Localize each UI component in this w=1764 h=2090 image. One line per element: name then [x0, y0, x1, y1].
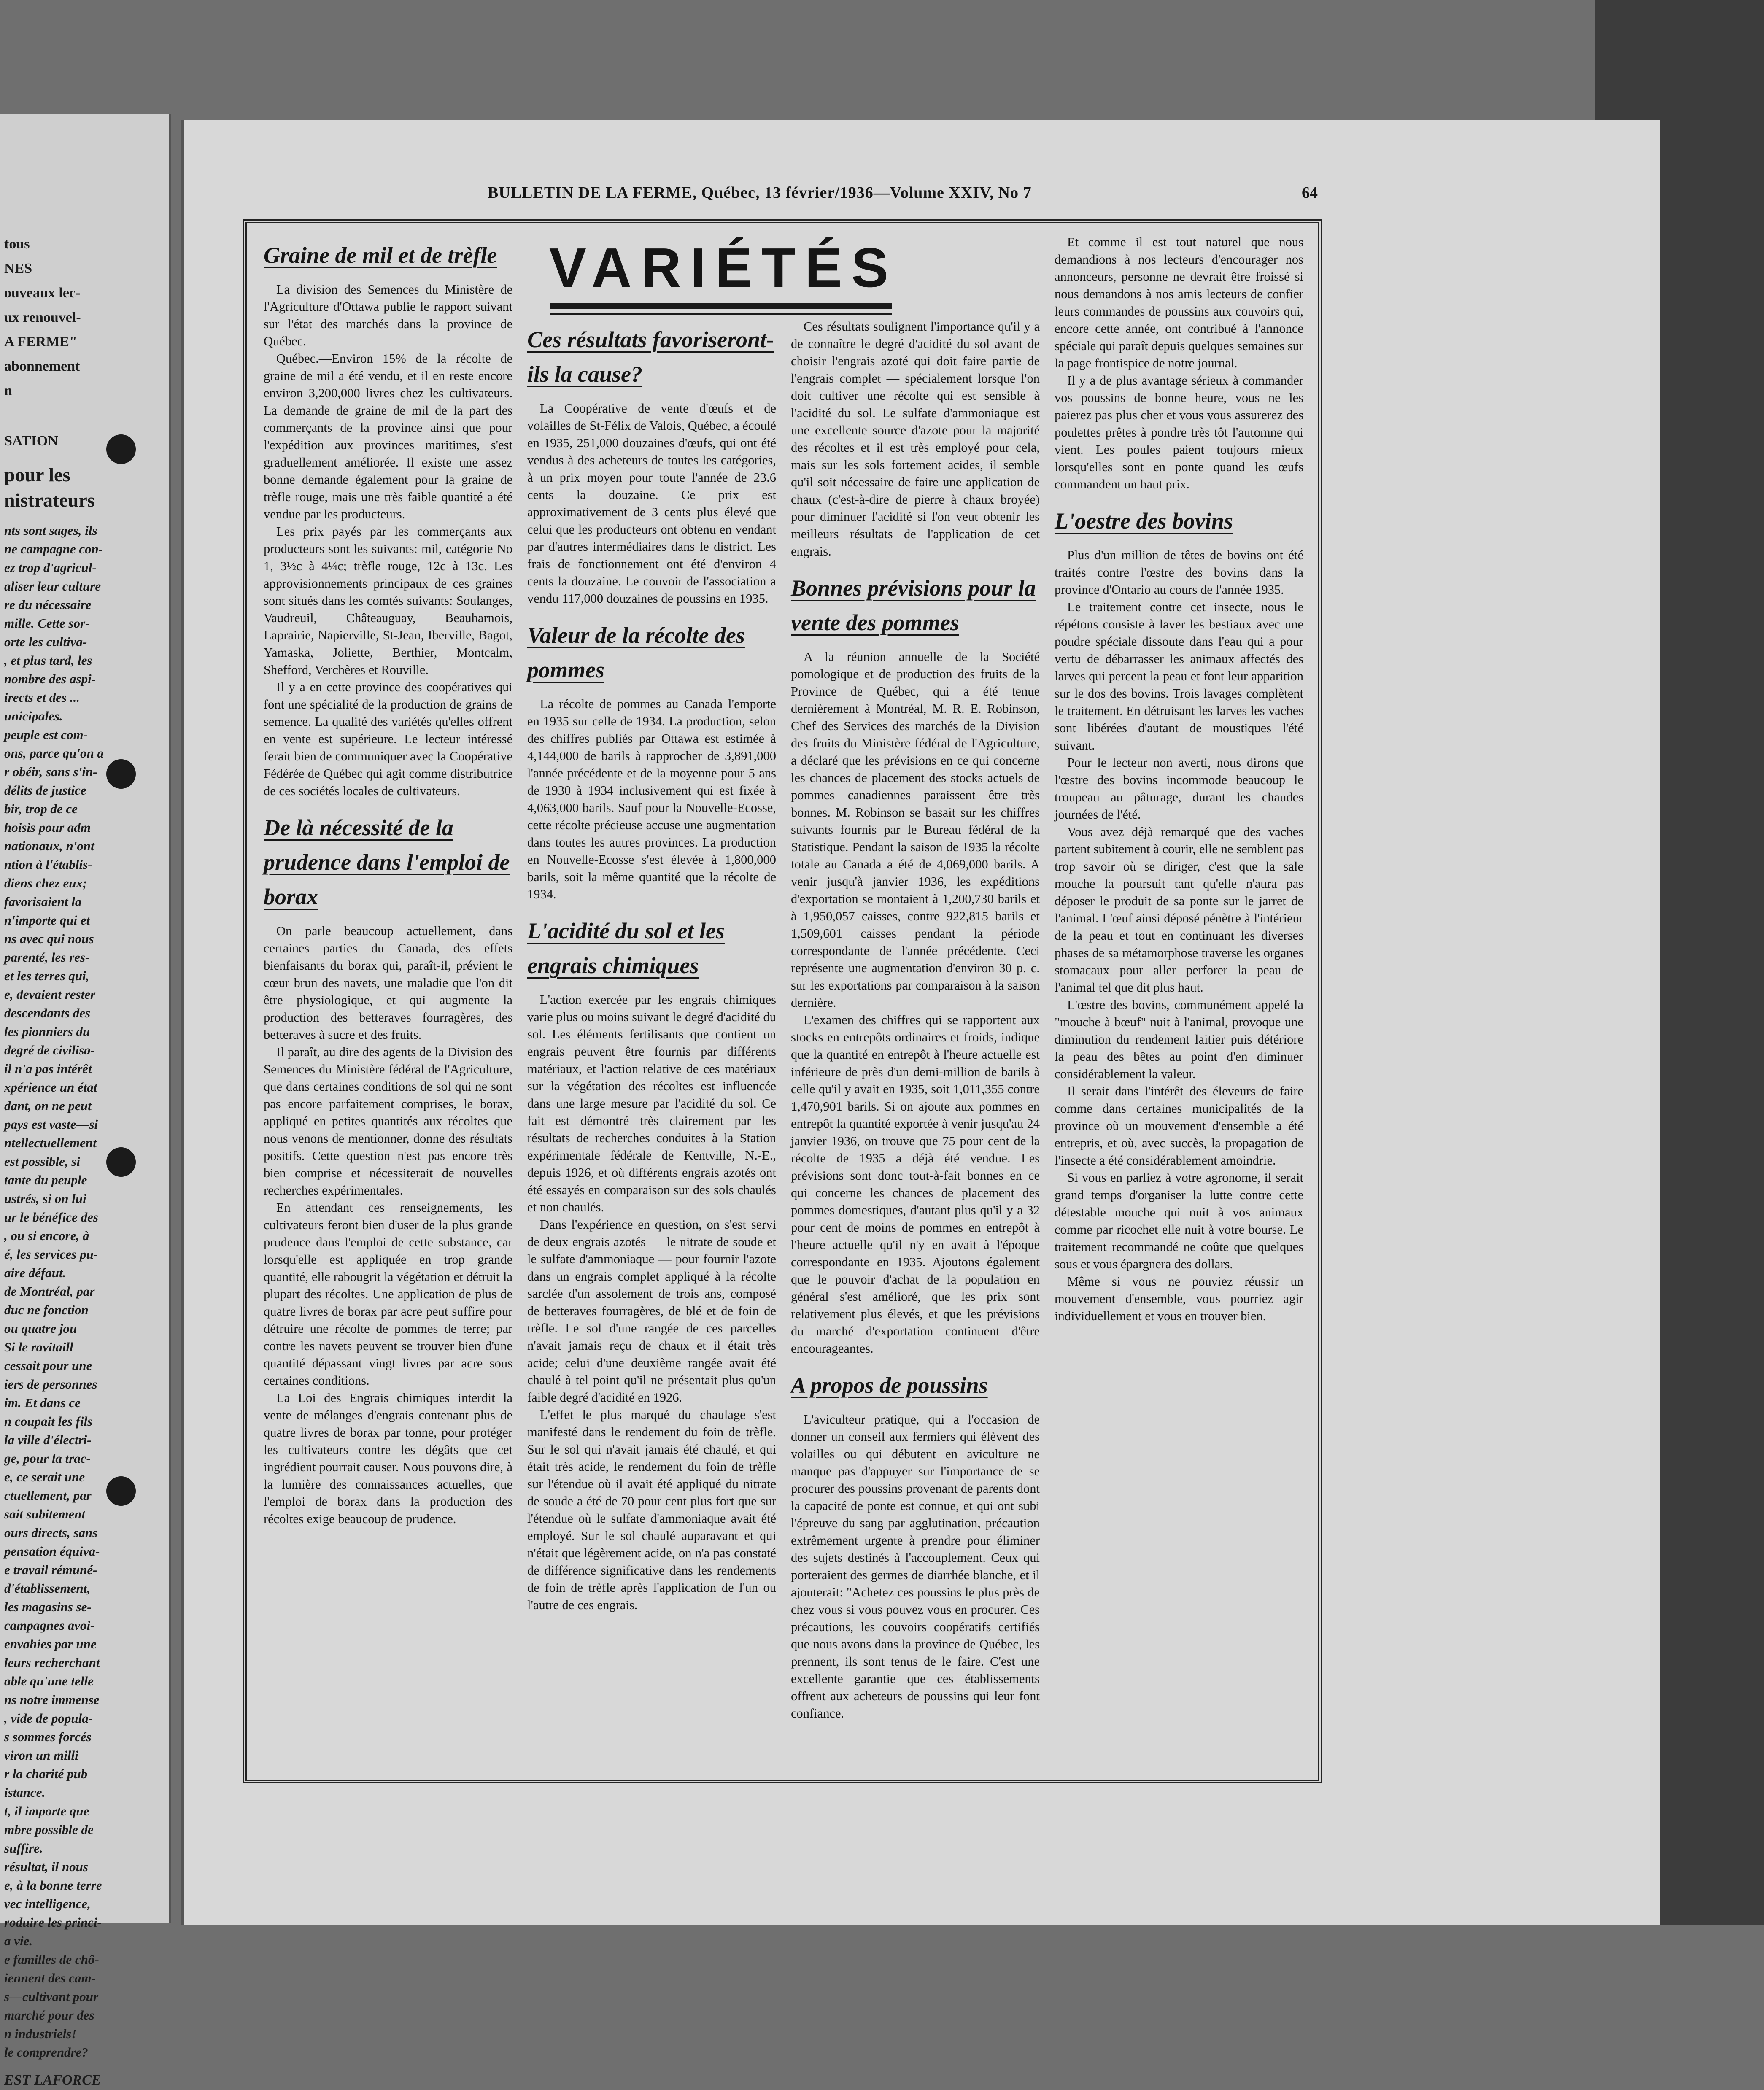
paragraph: La Loi des Engrais chimiques interdit la vente de mélanges d'engrais contenant plus de quatre livres de borax par tonne, pour protéger les cultivateurs contre les dégâts que cet ingrédient pourrait causer. Nous pouvons dire, à la lumière des connaissances actuelles, que l'emploi de borax dans la production des récoltes exige beaucoup de prudence. — [264, 1391, 512, 1526]
paragraph: L'œstre des bovins, communément appelé la "mouche à bœuf" nuit à l'animal, provoque une diminution du rendement laitier puis détériore la peau des bêtes au point d'en diminuer considérablement la valeur. — [1055, 998, 1303, 1081]
paragraph: Québec.—Environ 15% de la récolte de graine de mil a été vendu, et il en reste encore environ 3,200,000 livres chez les cultivateurs. La demande de graine de mil de la part des commerçants de la province ainsi que pour l'expédition aux provinces maritimes, s'est graduellement améliorée. Il existe une assez bonne demande également pour la graine de trèfle rouge, mais une très faible quantité a été vendue par les producteurs. — [264, 351, 512, 521]
article-title-resultats: Ces résultats favoriseront-ils la cause? — [527, 327, 774, 387]
previous-page-signature: EST LAFORCE — [4, 2072, 101, 2088]
paragraph: L'action exercée par les engrais chimiques varie plus ou moins suivant le degré d'acidité du sol. Les éléments fertilisants que contient un engrais peuvent être fournis par différents matériaux, et l'action relative de ces matériaux sur la végétation des récoltes est influencée dans une large mesure par l'acidité du sol. Ce fait est démontré très clairement par les résultats de recherches conduites à la Station expérimentale fédérale de Kentville, N.-E., depuis 1926, et où différents engrais azotés ont été essayés en comparaison sur des sols chaulés et non chaulés. — [527, 992, 776, 1214]
previous-page-fragment — [0, 114, 171, 2088]
paragraph: Pour le lecteur non averti, nous dirons que l'œstre des bovins incommode beaucoup le troupeau au pâturage, durant les chaudes journées de l'été. — [1055, 755, 1303, 822]
column-4 — [1055, 234, 1303, 1325]
paragraph: On parle beaucoup actuellement, dans certaines parties du Canada, des effets bienfaisants du borax qui, paraît-il, prévient le cœur brun des navets, une maladie que l'on dit être physiologique, et qui augmente la production des betteraves fourragères, des betteraves à sucre et des fruits. — [264, 924, 512, 1042]
binder-hole — [106, 759, 136, 789]
article-title-poussins: A propos de poussins — [791, 1373, 988, 1398]
page-header: BULLETIN DE LA FERME, Québec, 13 février/1936—Volume XXIV, No 7 — [488, 184, 1032, 202]
paragraph: A la réunion annuelle de la Société pomologique et de production des fruits de la Province de Québec, qui a été tenue dernièrement à Montréal, M. R. E. Robinson, Chef des Services des marchés de la Division des fruits du Ministère fédéral de l'Agriculture, a déclaré que les prévisions en ce qui concerne les chances de placement des stocks actuels de pommes canadiennes paraissent être très bonnes. M. Robinson se basait sur les chiffres suivants fournis par le Bureau fédéral de la Statistique. Pendant la saison de 1935 la récolte totale au Canada a été de 4,069,000 barils. A venir jusqu'à janvier 1936, les expéditions d'exportation se montaient à 1,200,730 barils et à 1,950,057 caisses, contre 922,815 barils et 1,509,601 caisses pendant la période correspondante de l'année précédente. Ceci représente une augmentation d'environ 30 p. c. sur les exportations par comparaison à la saison dernière. — [791, 650, 1040, 1010]
article-frame — [243, 219, 1322, 1783]
section-title: VARIÉTÉS — [549, 237, 898, 299]
previous-page-top-text: tous NES ouveaux lec- ux renouvel- A FERME" abonnement n — [4, 236, 81, 399]
title-rule — [550, 303, 892, 309]
article-title-borax: De là nécessité de la prudence dans l'emploi de borax — [264, 815, 510, 909]
paragraph: Il serait dans l'intérêt des éleveurs de faire comme dans certaines municipalités de la province où un mouvement d'ensemble a été entrepris, et où, avec succès, la propagation de l'insecte a été considérablement amoindrie. — [1055, 1084, 1303, 1168]
paragraph: L'effet le plus marqué du chaulage s'est manifesté dans le rendement du foin de trèfle. Sur le sol qui n'avait jamais été chaulé, et qui était très acide, le rendement du foin de trèfle sur l'étendue où il avait été appliqué du nitrate de soude a été de 70 pour cent plus fort que sur l'étendue où le sulfate d'ammoniaque avait été employé. Sur le sol chaulé auparavant et qui n'était que légèrement acide, on n'a pas constaté de différence significative dans les rendements de foin de trèfle après l'application de l'un ou l'autre de ces engrais. — [527, 1408, 776, 1612]
title-rule — [550, 313, 892, 315]
column-3 — [791, 318, 1040, 1722]
article-title-bonnes: Bonnes prévisions pour la vente des pommes — [791, 575, 1036, 635]
paragraph: Plus d'un million de têtes de bovins ont été traités contre l'œstre des bovins dans la province d'Ontario au cours de l'année 1935. — [1055, 548, 1303, 597]
paragraph: Si vous en parliez à votre agronome, il serait grand temps d'organiser la lutte contre cette détestable mouche qui nuit à vos animaux comme par ricochet elle nuit à votre bourse. Le traitement recommandé ne coûte que quelques sous et vous épargnera des dollars. — [1055, 1170, 1303, 1271]
previous-page-section-label: SATION — [4, 433, 58, 449]
binder-hole — [106, 434, 136, 464]
paragraph: Vous avez déjà remarqué que des vaches partent subitement à courir, elle ne semblent pas trop savoir où se diriger, c'est que la sale mouche la poursuit tant qu'elle n'aura pas déposer le produit de sa ponte sur le jarret de l'animal. L'œuf ainsi déposé pénètre à l'intérieur de la peau et tout en continuant les diverses phases de sa métamorphose traverse les organes stomacaux pour aller perforer la peau de l'animal tel que dit plus haut. — [1055, 825, 1303, 995]
paragraph: La division des Semences du Ministère de l'Agriculture d'Ottawa publie le rapport suivant sur l'état des marchés dans la province de Québec. — [264, 282, 512, 348]
paragraph: Dans l'expérience en question, on s'est servi de deux engrais azotés — le nitrate de soude et le sulfate d'ammoniaque — pour fournir l'azote dans un engrais complet appliqué à la récolte sarclée d'un assolement de trois ans, composé de betteraves fourragères, de blé et de foin de trèfle. Le sol d'une rangée de ces parcelles n'avait jamais reçu de chaux et il était très acide; celui d'une deuxième rangée avait été chaulé à tel point qu'il ne présentait plus qu'un faible degré d'acidité en 1926. — [527, 1217, 776, 1405]
article-title-acidite: L'acidité du sol et les engrais chimiques — [527, 918, 725, 978]
paragraph: L'examen des chiffres qui se rapportent aux stocks en entrepôts ordinaires et froids, indique que la quantité en entrepôt à l'heure actuelle est inférieure de près d'un demi-million de barils à celle qu'il y avait en 1935, soit 1,011,355 contre 1,470,901 barils. Si on ajoute aux pommes en entrepôt la quantité exportée à venir jusqu'au 24 janvier 1936, on trouve que 75 pour cent de la récolte de 1935 a déjà été vendue. Les prévisions sont donc tout-à-fait bonnes en ce qui concerne les chances de placement des pommes domestiques, d'autant plus qu'il y a 32 pour cent de moins de pommes en entrepôt à l'heure actuelle qu'il n'y en avait à l'époque correspondante en 1935. Ajoutons également que le pouvoir d'achat de la population en général s'est amélioré, que les prix sont relativement plus élevés, et que les prévisions du marché d'exportation continuent d'être encourageantes. — [791, 1013, 1040, 1356]
paragraph: Il paraît, au dire des agents de la Division des Semences du Ministère fédéral de l'Agriculture, que dans certaines conditions de sol qui ne sont pas encore parfaitement comprises, le borax, appliqué en petites quantités aux récoltes que nous venons de mentionner, donne des résultats positifs. Cette question n'est pas encore très bien comprise et nécessiterait de nouvelles recherches expérimentales. — [264, 1045, 512, 1197]
previous-page-body: nts sont sages, ils ne campagne con- ez trop d'agricul- aliser leur culture re du nécessaire mille. Cette sor- orte les cultiva- , et plus tard, les nombre des aspi- irects et des ... unicipales. peuple est com- ons, parce qu'on a r obéir, sans s'in- délits de justice bir, trop de ce hoisis pour adm nationaux, n'ont ntion à l'établis- diens chez eux; favorisaient la n'importe qui et ns avec qui nous parenté, les res- et les terres qui, e, devaient rester descendants des les pionniers du degré de civilisa- il n'a pas intérêt xpérience un état dant, on ne peut pays est vaste—si ntellectuellement est possible, si tante du peuple ustrés, si on lui ur le bénéfice des , ou si encore, à é, les services pu- aire défaut. de Montréal, par duc ne fonction ou quatre jou Si le ravitaill cessait pour une iers de personnes im. Et dans ce n coupait les fils la ville d'électri- ge, pour la trac- e, ce serait une ctuellement, par sait subitement ours directs, sans pensation équiva- e travail rémuné- d'établissement, les magasins se- campagnes avoi- envahies par une leurs recherchant able qu'une telle ns notre immense , vide de popula- s sommes forcés viron un milli r la charité pub istance. t, il importe que mbre possible de suffire. résultat, il nous e, à la bonne terre vec intelligence, roduire les princi- a vie. e familles de chô- iennent des cam- s—cultivant pour marché pour des n industriels! le comprendre? — [4, 523, 104, 2060]
binder-hole — [106, 1476, 136, 1506]
paragraph: Il y a en cette province des coopératives qui font une spécialité de la production de grains de semence. La qualité des variétés qu'elles offrent en vente est supérieure. Le lecteur intéressé ferait bien de communiquer avec la Coopérative Fédérée de Québec qui agit comme distributrice de ces sociétés locales de cultivateurs. — [264, 680, 512, 798]
paragraph: La Coopérative de vente d'œufs et de volailles de St-Félix de Valois, Québec, a écoulé en 1935, 251,000 douzaines d'œufs, qui ont été vendus à des acheteurs de toutes les catégories, à un prix moyen pour toute l'année de 23.6 cents la douzaine. Ce prix est approximativement de 3 cents plus élevé que celui que les producteurs ont obtenu en vendant par d'autres intermédiaires dans le district. Les frais de fonctionnement ont été d'environ 4 cents la douzaine. Le couvoir de l'association a vendu 117,000 douzaines de poussins en 1935. — [527, 401, 776, 606]
paragraph: En attendant ces renseignements, les cultivateurs feront bien d'user de la plus grande prudence dans l'emploi de cette substance, car lorsqu'elle est appliquée en trop grande quantité, elle rabougrit la végétation et détruit la plupart des récoltes. Une application de plus de quatre livres de borax par acre peut suffire pour détruire une récolte de pommes de terre; par contre les navets peuvent se trouver bien d'une quantité dépassant vingt livres par acre sous certaines conditions. — [264, 1200, 512, 1388]
previous-page-heading: pour les nistrateurs — [4, 464, 95, 511]
paragraph: Ces résultats soulignent l'importance qu'il y a de connaître le degré d'acidité du sol avant de choisir l'engrais azoté qui doit faire partie de l'engrais complet — spécialement lorsque l'on doit cultiver une récolte qui est sensible à l'acidité du sol. Le sulfate d'ammoniaque est une excellente source d'azote pour la majorité des récoltes et il est très employé pour cela, mais sur les sols fortement acides, il semble qu'il soit nécessaire de faire une application de chaux (c'est-à-dire de pierre à chaux broyée) pour diminuer l'acidité si l'on veut obtenir les meilleurs résultats de l'application de cet engrais. — [791, 319, 1040, 558]
article-title-oestre: L'oestre des bovins — [1055, 508, 1233, 534]
newspaper-page — [181, 120, 1660, 1925]
paragraph: La récolte de pommes au Canada l'emporte en 1935 sur celle de 1934. La production, selon des chiffres publiés par Ottawa est estimée à 4,144,000 de barils à rapprocher de 3,891,000 l'année précédente et de la moyenne pour 5 ans de 1930 à 1934 inclusivement qui est fixée à 4,063,000 barils. Sauf pour la Nouvelle-Ecosse, cette récolte précieuse accuse une augmentation dans toutes les autres provinces. La production en Nouvelle-Ecosse s'est élevée à 1,800,000 barils, soit la même quantité que la récolte de 1934. — [527, 697, 776, 901]
column-1 — [264, 234, 512, 1528]
page-number: 64 — [1302, 184, 1318, 202]
article-title-graine: Graine de mil et de trèfle — [264, 243, 497, 268]
article-title-valeur: Valeur de la récolte des pommes — [527, 623, 745, 682]
binder-hole — [106, 1147, 136, 1177]
paragraph: Et comme il est tout naturel que nous demandions à nos lecteurs d'encourager nos annonceurs, personne ne devrait être froissé si nous demandons à nos amis lecteurs de confier leurs commandes de poussins aux couvoirs qui, encore cette année, ont contribué à l'annonce spéciale qui paraît depuis quelques semaines sur la page frontispice de notre journal. — [1055, 235, 1303, 370]
paragraph: L'aviculteur pratique, qui a l'occasion de donner un conseil aux fermiers qui élèvent des volailles ou qui débutent en aviculture ne manque pas d'appuyer sur l'importance de se procurer des poussins provenant de parents dont la capacité de ponte est connue, et qui ont subi l'épreuve du sang par agglutination, précaution extrêmement urgente à prendre pour éliminer des sujets destinés à l'accouplement. Ceux qui porteraient des germes de diarrhée blanche, et il ajouterait: "Achetez ces poussins le plus près de chez vous si vous pouvez vous en procurer. Ces précautions, les couvoirs coopératifs certifiés que nous avons dans la province de Québec, les prennent, ils sont tenus de le faire. C'est une excellente garantie que ces établissements offrent aux acheteurs de poussins qui leur font confiance. — [791, 1412, 1040, 1721]
paragraph: Les prix payés par les commerçants aux producteurs sont les suivants: mil, catégorie No 1, 3½c à 4¼c; trèfle rouge, 12c à 13c. Les approvisionnements principaux de ces graines sont situés dans les comtés suivants: Soulanges, Vaudreuil, Châteauguay, Beauharnois, Laprairie, Napierville, St-Jean, Iberville, Bagot, Yamaska, Joliette, Berthier, Montcalm, Shefford, Verchères et Rouville. — [264, 524, 512, 677]
column-2 — [527, 318, 776, 1614]
paragraph: Même si vous ne pouviez réussir un mouvement d'ensemble, vous pourriez agir individuellement et vous en trouver bien. — [1055, 1274, 1303, 1323]
paragraph: Le traitement contre cet insecte, nous le répétons consiste à laver les bestiaux avec une poudre spéciale dissoute dans l'eau qui a pour vertu de débarrasser les animaux affectés des larves qui percent la peau et font leur apparition sur le dos des bovins. Trois lavages complètent le traitement. En détruisant les larves les vaches sont libérées d'autant de moustiques l'été suivant. — [1055, 600, 1303, 752]
paragraph: Il y a de plus avantage sérieux à commander vos poussins de bonne heure, vous ne les paierez pas plus cher et vous vous assurerez des poulettes prêtes à pondre très tôt l'automne qui vient. Les poules paient toujours mieux lorsqu'elles sont en ponte quand les œufs commandent un haut prix. — [1055, 373, 1303, 491]
